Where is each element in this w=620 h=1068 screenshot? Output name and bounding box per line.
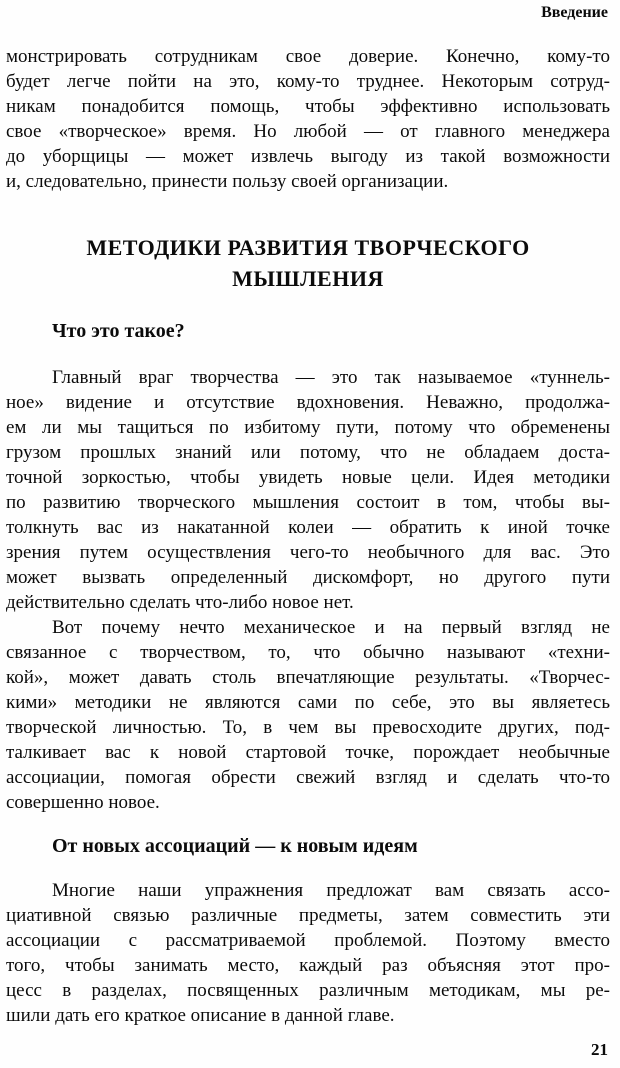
- text-line: того, чтобы занимать место, каждый раз объясняя этот про-: [6, 955, 610, 976]
- text-line: шили дать его краткое описание в данной главе.: [6, 1005, 395, 1026]
- section-heading-associations: От новых ассоциаций — к новым идеям: [52, 835, 418, 857]
- text-line: ассоциации, помогая обрести свежий взгляд и сделать что-то: [6, 767, 610, 788]
- text-line: никам понадобится помощь, чтобы эффективно использовать: [6, 96, 610, 117]
- text-line: ассоциации с рассматриваемой проблемой. Поэтому вместо: [6, 930, 610, 951]
- paragraph-mechanical-technique: [6, 615, 610, 815]
- text-line: кой», может давать столь впечатляющие результаты. «Творчес-: [6, 667, 610, 688]
- text-line: по развитию творческого мышления состоит в том, чтобы вы-: [6, 492, 610, 513]
- text-line: будет легче пойти на это, кому-то труднее. Некоторым сотруд-: [6, 71, 610, 92]
- text-line: связанное с творчеством, то, что обычно называют «техни-: [6, 642, 610, 663]
- text-line: Главный враг творчества — это так называемое «туннель-: [52, 367, 610, 388]
- text-line: монстрировать сотрудникам свое доверие. Конечно, кому-то: [6, 46, 610, 67]
- text-line: циативной связью различные предметы, затем совместить эти: [6, 905, 610, 926]
- page-number: 21: [591, 1040, 608, 1059]
- text-line: ное» видение и отсутствие вдохновения. Неважно, продолжа-: [6, 392, 610, 413]
- chapter-heading-line-2: МЫШЛЕНИЯ: [232, 266, 384, 291]
- paragraph-tunnel-vision: [6, 365, 610, 615]
- text-line: точной зоркостью, чтобы увидеть новые цели. Идея методики: [6, 467, 610, 488]
- text-line: свое «творческое» время. Но любой — от главного менеджера: [6, 121, 610, 142]
- text-line: толкнуть вас из накатанной колеи — обратить к иной точке: [6, 517, 610, 538]
- running-head: Введение: [541, 4, 608, 21]
- text-line: совершенно новое.: [6, 792, 160, 813]
- text-line: ем ли мы тащиться по избитому пути, потому что обременены: [6, 417, 610, 438]
- paragraph-exercises: [6, 878, 610, 1028]
- text-line: может вызвать определенный дискомфорт, но другого пути: [6, 567, 610, 588]
- text-line: цесс в разделах, посвященных различным методикам, мы ре-: [6, 980, 610, 1001]
- chapter-heading-line-1: МЕТОДИКИ РАЗВИТИЯ ТВОРЧЕСКОГО: [86, 235, 530, 260]
- text-line: действительно сделать что-либо новое нет.: [6, 592, 354, 613]
- chapter-heading: [6, 232, 610, 294]
- text-line: до уборщицы — может извлечь выгоду из такой возможности: [6, 146, 610, 167]
- paragraph-intro-continued: [6, 44, 610, 194]
- text-line: зрения путем осуществления чего-то необычного для вас. Это: [6, 542, 610, 563]
- text-line: творческой личностью. То, в чем вы превосходите других, под-: [6, 717, 610, 738]
- text-line: Вот почему нечто механическое и на первый взгляд не: [52, 617, 610, 638]
- text-line: и, следовательно, принести пользу своей организации.: [6, 171, 449, 192]
- text-line: грузом прошлых знаний или потому, что не обладаем доста-: [6, 442, 610, 463]
- text-line: кими» методики не являются сами по себе, это вы являетесь: [6, 692, 610, 713]
- section-heading-what-is-it: Что это такое?: [52, 320, 185, 342]
- text-line: Многие наши упражнения предложат вам связать ассо-: [52, 880, 610, 901]
- text-line: талкивает вас к новой стартовой точке, порождает необычные: [6, 742, 610, 763]
